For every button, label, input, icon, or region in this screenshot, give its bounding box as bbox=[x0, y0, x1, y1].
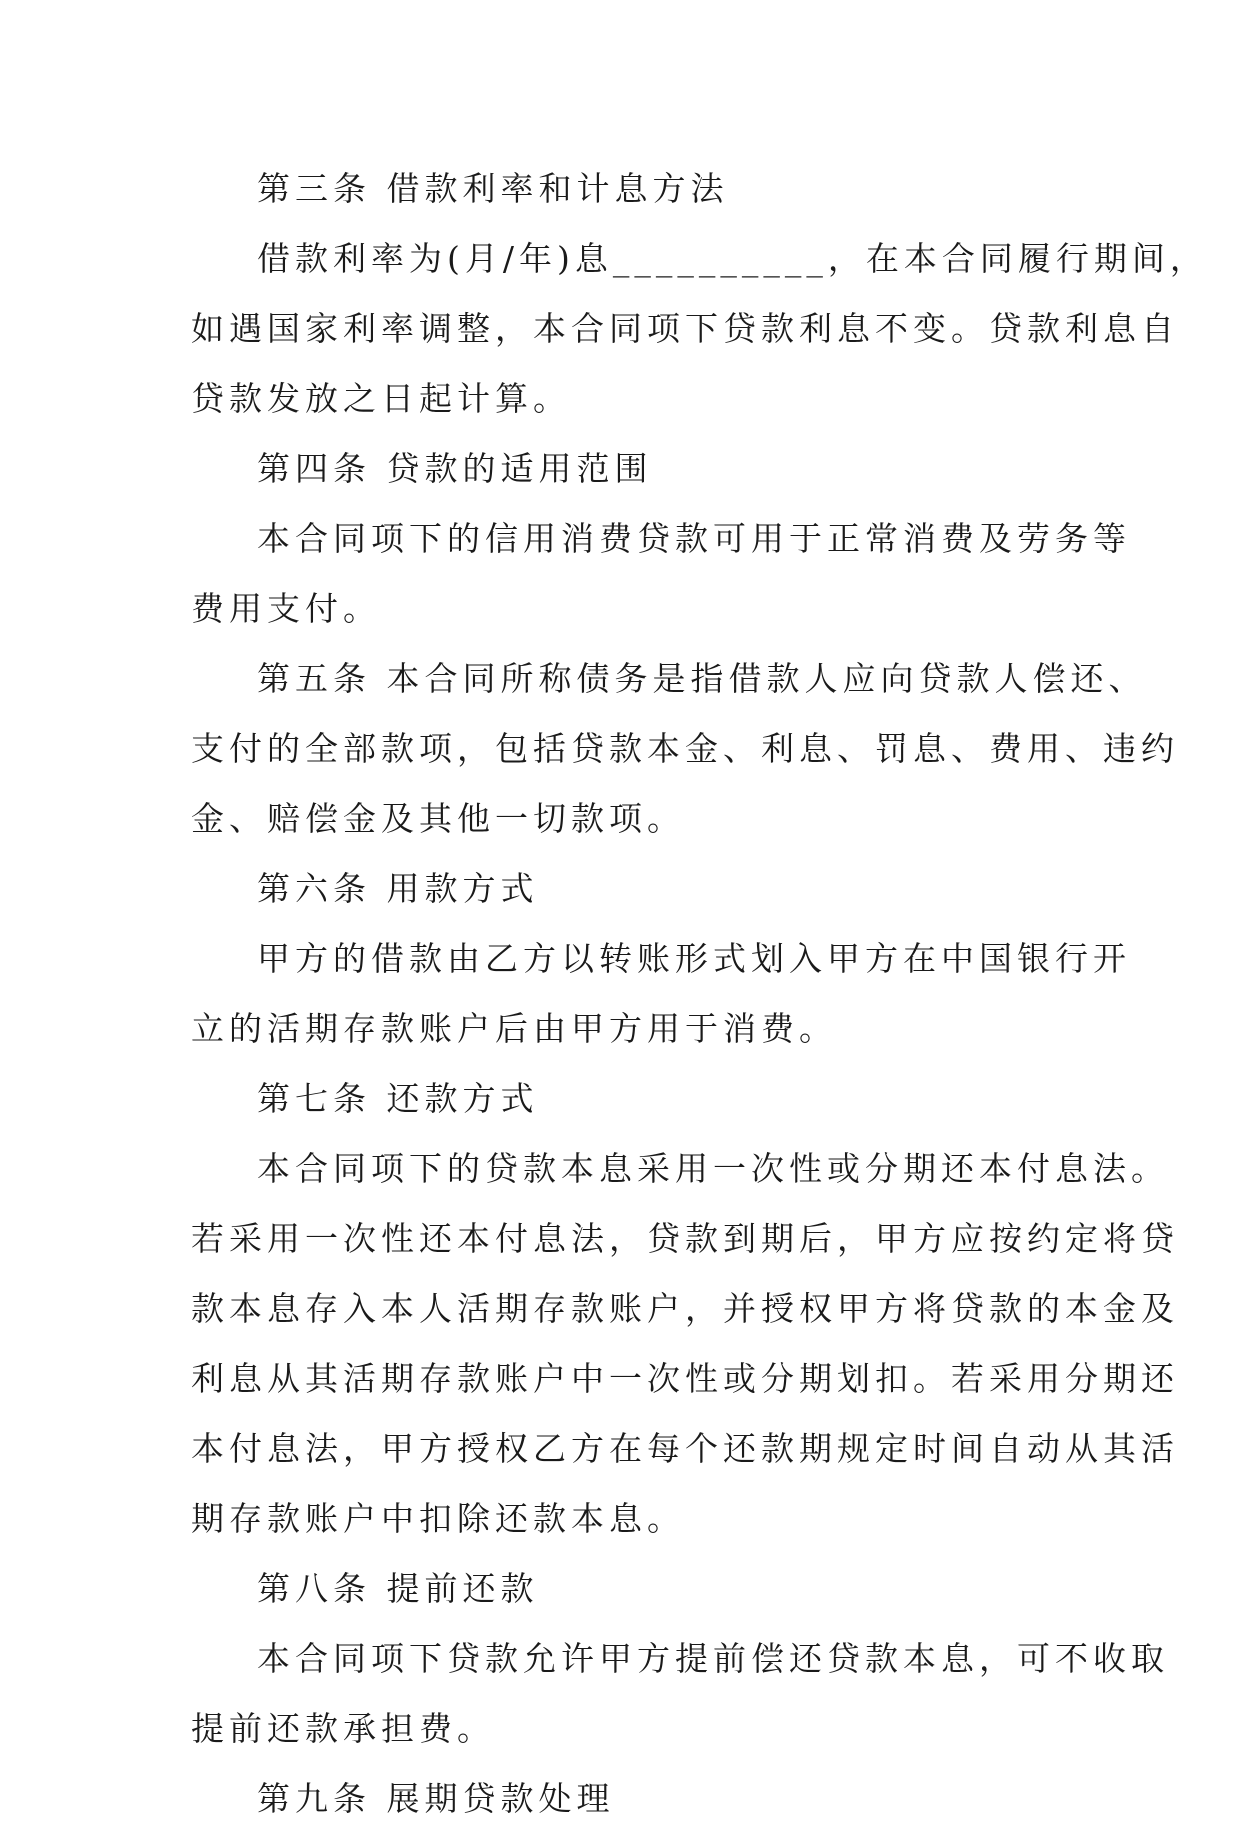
paragraph-line: 利息从其活期存款账户中一次性或分期划扣。若采用分期还 bbox=[191, 1359, 1179, 1398]
article-heading: 第五条 本合同所称债务是指借款人应向贷款人偿还、 bbox=[257, 659, 1147, 698]
article-heading: 第七条 还款方式 bbox=[257, 1079, 539, 1118]
paragraph-line: 贷款发放之日起计算。 bbox=[191, 379, 571, 418]
paragraph-line: 立的活期存款账户后由甲方用于消费。 bbox=[191, 1009, 837, 1048]
paragraph-line: 本付息法，甲方授权乙方在每个还款期规定时间自动从其活 bbox=[191, 1429, 1179, 1468]
paragraph-line: 期存款账户中扣除还款本息。 bbox=[191, 1499, 685, 1538]
article-heading: 第六条 用款方式 bbox=[257, 869, 539, 908]
article-heading: 第九条 展期贷款处理 bbox=[257, 1779, 615, 1818]
paragraph-line: 款本息存入本人活期存款账户，并授权甲方将贷款的本金及 bbox=[191, 1289, 1179, 1328]
paragraph-line: 如遇国家利率调整，本合同项下贷款利息不变。贷款利息自 bbox=[191, 309, 1179, 348]
paragraph-line: 提前还款承担费。 bbox=[191, 1709, 495, 1748]
paragraph-line: 本合同项下的信用消费贷款可用于正常消费及劳务等 bbox=[257, 519, 1131, 558]
paragraph-line: 甲方的借款由乙方以转账形式划入甲方在中国银行开 bbox=[257, 939, 1131, 978]
paragraph-line: 本合同项下贷款允许甲方提前偿还贷款本息，可不收取 bbox=[257, 1639, 1169, 1678]
paragraph-line: 借款利率为(月/年)息__________，在本合同履行期间， bbox=[257, 239, 1208, 278]
paragraph-line: 若采用一次性还本付息法，贷款到期后，甲方应按约定将贷 bbox=[191, 1219, 1179, 1258]
paragraph-line: 本合同项下的贷款本息采用一次性或分期还本付息法。 bbox=[257, 1149, 1169, 1188]
document-body bbox=[191, 154, 1208, 1834]
article-heading: 第三条 借款利率和计息方法 bbox=[257, 169, 729, 208]
article-heading: 第八条 提前还款 bbox=[257, 1569, 539, 1608]
article-heading: 第四条 贷款的适用范围 bbox=[257, 449, 653, 488]
paragraph-line: 费用支付。 bbox=[191, 589, 381, 628]
paragraph-line: 支付的全部款项，包括贷款本金、利息、罚息、费用、违约 bbox=[191, 729, 1179, 768]
paragraph-line: 金、赔偿金及其他一切款项。 bbox=[191, 799, 685, 838]
